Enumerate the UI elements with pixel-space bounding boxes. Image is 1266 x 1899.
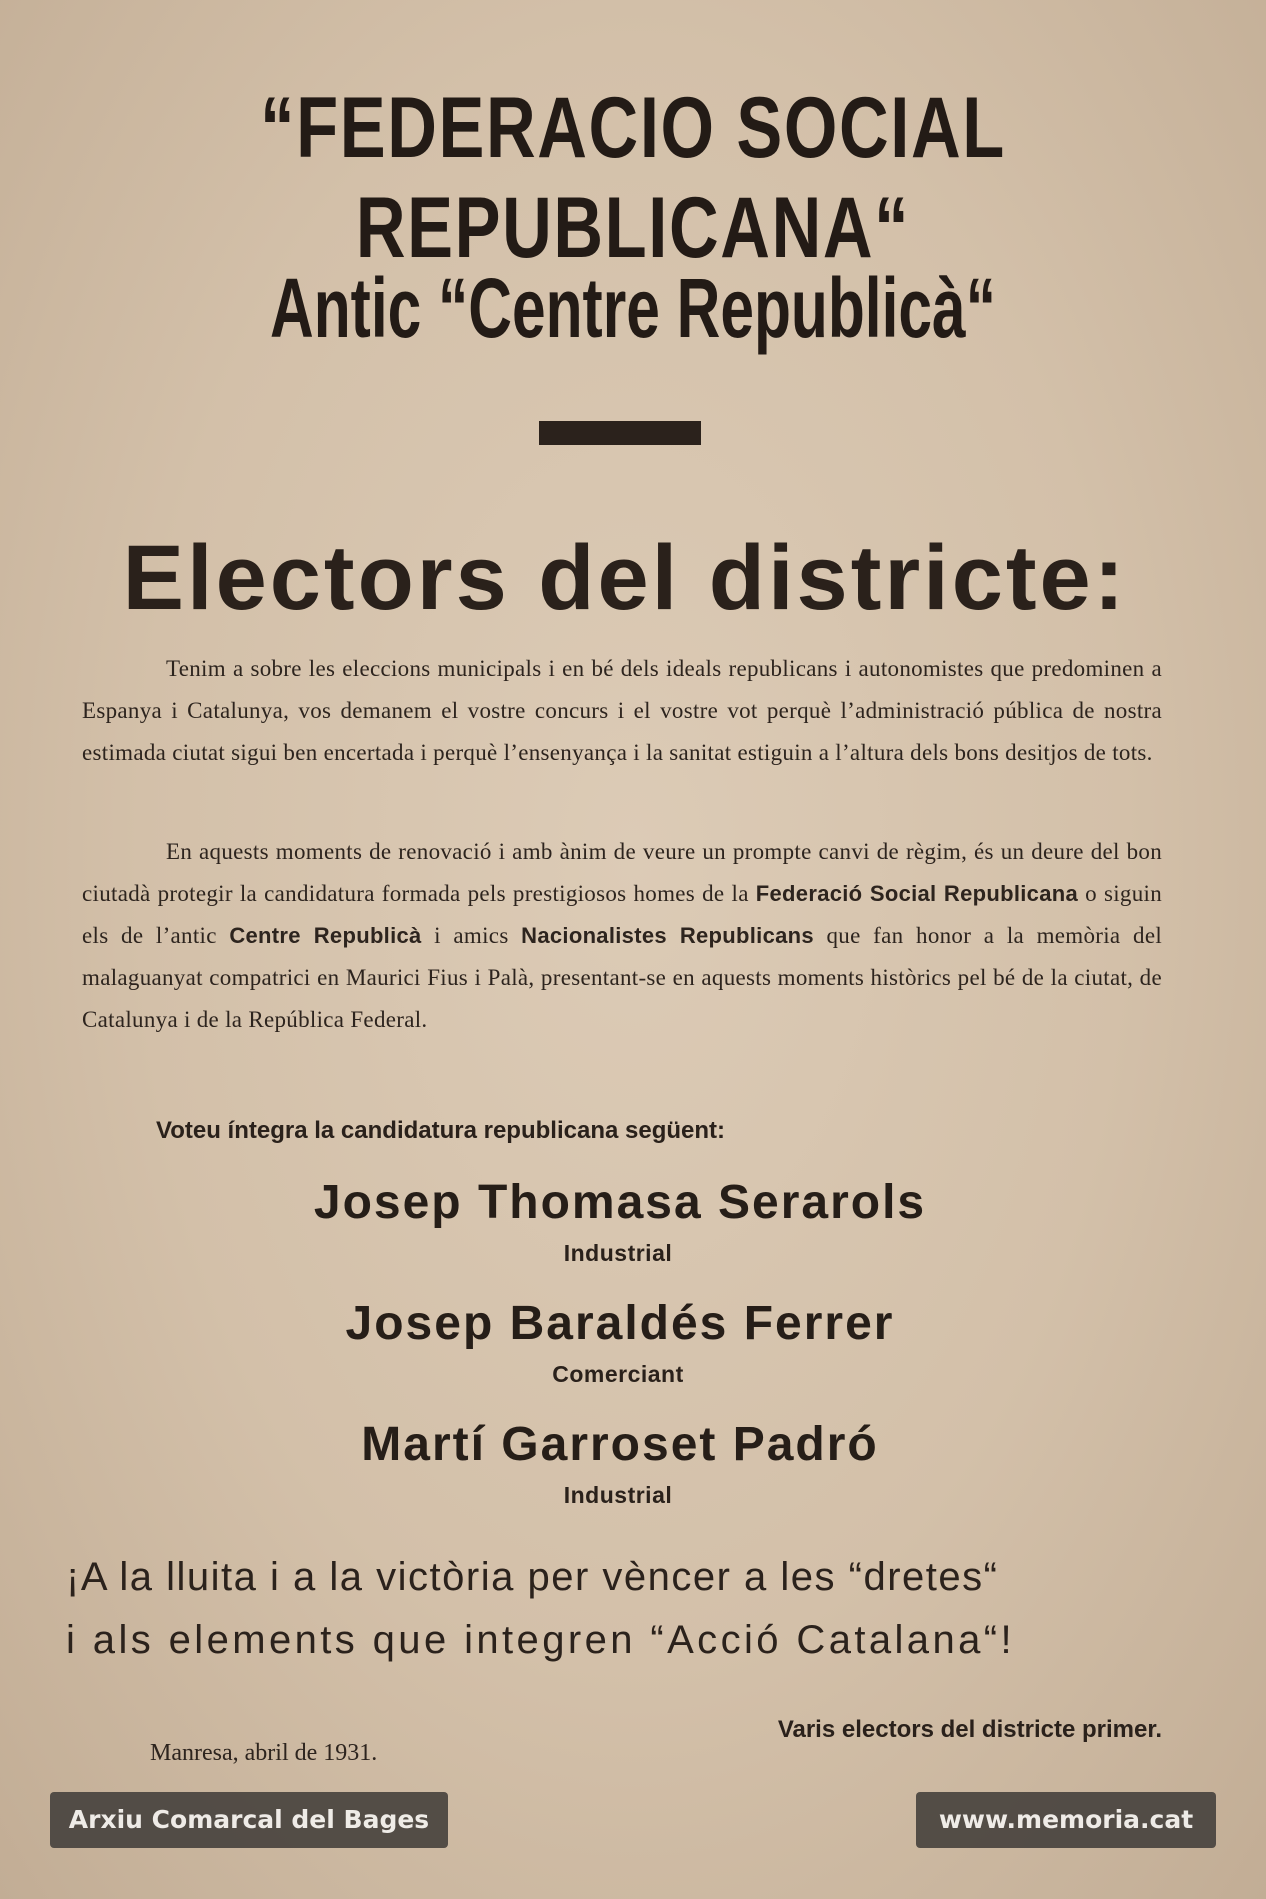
poster-subtitle: Antic “Centre Republicà“ — [270, 261, 996, 355]
candidate-occupation: Comerciant — [552, 1361, 684, 1387]
paragraph-2-text: o siguin els de l’antic — [82, 881, 1163, 948]
paragraph-1: Tenim a sobre les eleccions municipals i en bé dels ideals republicans i autonomistes que predominen a Espanya i Catalunya, vos demanem el vostre concurs i el vostre vot perquè l’administració pública de nostra estimada ciutat sigui ben encertada i perquè l’ensenyança i la sanitat estiguin a l’altura dels bons desitjos de tots. — [82, 656, 1162, 765]
signature: Varis electors del districte primer. — [777, 1716, 1162, 1743]
candidate-name: Josep Baraldés Ferrer — [345, 1297, 895, 1350]
divider-bar — [539, 421, 701, 445]
slogan-line-1: ¡A la lluita i a la victòria per vèncer a les “dretes“ — [66, 1555, 999, 1599]
paragraph-2 — [82, 831, 1162, 1041]
candidate-occupation: Industrial — [563, 1240, 673, 1266]
website-watermark: www.memoria.cat — [916, 1792, 1216, 1848]
party-name-centre: Centre Republicà — [229, 923, 422, 948]
slogan-line-2: i als elements que integren “Acció Catalana“! — [66, 1618, 1015, 1662]
poster-heading: Electors del districte: — [122, 527, 1128, 629]
archive-watermark: Arxiu Comarcal del Bages — [50, 1792, 448, 1848]
paragraph-2-text: En aquests moments de renovació i amb ànim de veure un prompte canvi de règim, és un deure del bon ciutadà protegir la candidatura formada pels prestigiosos homes de la — [82, 839, 1162, 906]
poster-title: “FEDERACIO SOCIAL REPUBLICANA“ — [260, 80, 1006, 276]
candidate-name: Josep Thomasa Serarols — [313, 1176, 927, 1229]
paragraph-2-text: que fan honor a la memòria del malaguanyat compatrici en Maurici Fius i Palà, presentant-se en aquests moments històrics pel bé de la ciutat, de Catalunya i de la República Federal. — [82, 923, 1163, 1032]
candidate-name: Martí Garroset Padró — [361, 1418, 879, 1471]
party-name-federacio: Federació Social Republicana — [755, 881, 1079, 906]
vote-instruction: Voteu íntegra la candidatura republicana següent: — [156, 1117, 726, 1144]
paragraph-2-text: i amics — [421, 923, 522, 948]
candidate-occupation: Industrial — [563, 1482, 673, 1508]
place-date: Manresa, abril de 1931. — [150, 1740, 378, 1766]
party-name-nacionalistes: Nacionalistes Republicans — [521, 923, 814, 948]
